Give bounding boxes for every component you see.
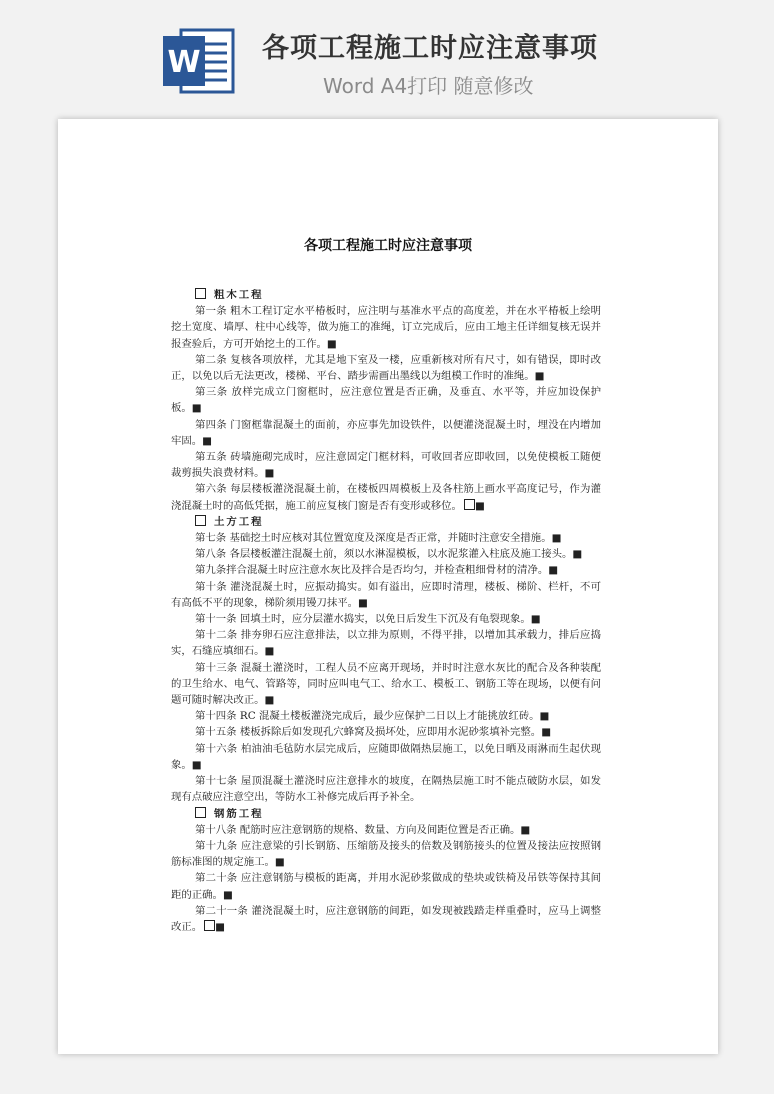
document-title: 各项工程施工时应注意事项	[304, 238, 472, 254]
section-heading: 土方工程	[171, 514, 601, 530]
paragraph: 第十六条 柏油油毛毡防水层完成后，应随即做隔热层施工，以免日晒及雨淋而生起伏现象。■	[171, 742, 601, 771]
paragraph: 第五条 砖墙施砌完成时，应注意固定门框材料，可收回者应即收回，以免使模板工随便裁剪损失浪费材料。■	[171, 451, 601, 480]
paragraph: 第四条 门窗框靠混凝土的面前，亦应事先加设铁件，以便灌浇混凝土时，埋没在内增加牢固。■	[171, 418, 601, 447]
paragraph: 第三条 放样完成立门窗框时，应注意位置是否正确，及垂直、水平等，并应加设保护板。■	[171, 386, 601, 415]
document-body	[171, 287, 601, 935]
paragraph: 第七条 基础挖土时应核对其位置宽度及深度是否正常，并随时注意安全措施。■	[195, 532, 562, 545]
header-title: 各项工程施工时应注意事项	[262, 33, 598, 64]
paragraph: 第十四条 RC 混凝土楼板灌浇完成后，最少应保护二日以上才能挑放红砖。■	[195, 710, 550, 723]
header	[0, 0, 774, 110]
section-heading: 钢筋工程	[171, 806, 601, 822]
paragraph: 第十八条 配筋时应注意钢筋的规格、数量、方向及间距位置是否正确。■	[195, 823, 531, 836]
paragraph: 第八条 各层楼板灌注混凝土前，须以水淋湿模板，以水泥浆灌入柱底及施工接头。■	[195, 548, 583, 561]
word-icon	[163, 26, 235, 96]
checkbox-icon	[195, 807, 206, 818]
paragraph: 第二十一条 灌浇混凝土时，应注意钢筋的间距，如发现被践踏走样重叠时，应马上调整改正。 ■	[171, 904, 601, 933]
paragraph: 第十七条 屋顶混凝土灌浇时应注意排水的坡度，在隔热层施工时不能点破防水层，如发现有点破应注意空出，等防水工补修完成后再予补全。	[171, 775, 601, 804]
paragraph: 第六条 每层楼板灌浇混凝土前，在楼板四周模板上及各柱筋上画水平高度记号，作为灌浇混凝土时的高低凭据，施工前应复核门窗是否有变形或移位。 ■	[171, 483, 601, 512]
svg-text:W: W	[167, 45, 201, 80]
paragraph: 第一条 粗木工程订定水平椿板时，应注明与基准水平点的高度差，并在水平椿板上绘明挖土宽度、墙厚、柱中心线等，做为施工的准绳，订立完成后，应由工地主任详细复核无误并报查验后，方可开始挖土的工作。■	[171, 305, 601, 350]
paragraph: 第十条 灌浇混凝土时，应振动捣实。如有溢出，应即时清理，楼板、梯阶、栏杆，不可有高低不平的现象，梯阶须用镘刀抹平。■	[171, 580, 601, 609]
paragraph: 第十九条 应注意梁的引长钢筋、压缩筋及接头的倍数及钢筋接头的位置及接法应按照钢筋标准图的规定施工。■	[171, 839, 601, 869]
paragraph: 第十二条 排夯卵石应注意排法，以立排为原则，不得平排，以增加其承载力，排后应捣实，石缝应填细石。■	[171, 629, 601, 658]
header-subtitle: Word A4打印 随意修改	[323, 74, 534, 98]
paragraph: 第十三条 混凝土灌浇时，工程人员不应离开现场，并时时注意水灰比的配合及各种装配的卫生给水、电气、管路等，同时应叫电气工、给水工、模板工、钢筋工等在现场，以便有问题可随时解决改正。■	[171, 661, 601, 707]
paragraph: 第十五条 楼板拆除后如发现孔穴蜂窝及损坏处，应即用水泥砂浆填补完整。■	[195, 726, 552, 739]
checkbox-icon	[464, 499, 475, 510]
paragraph: 第十一条 回填土时，应分层灌水捣实，以免日后发生下沉及有龟裂现象。■	[195, 613, 541, 626]
paragraph: 第九条拌合混凝土时应注意水灰比及拌合是否均匀，并检查粗细骨材的清净。■	[195, 564, 559, 577]
checkbox-icon	[195, 515, 206, 526]
paragraph: 第二条 复核各项放样，尤其是地下室及一楼，应重新核对所有尺寸，如有错误，即时改正，以免以后无法更改，楼梯、平台、踏步需画出墨线以为组模工作时的准绳。■	[171, 353, 601, 383]
checkbox-icon	[204, 920, 215, 931]
document-page	[58, 119, 718, 1054]
paragraph: 第二十条 应注意钢筋与模板的距离，并用水泥砂浆做成的垫块或铁椅及吊铁等保持其间距的正确。■	[171, 872, 601, 901]
section-heading: 粗木工程	[171, 287, 601, 303]
checkbox-icon	[195, 288, 206, 299]
